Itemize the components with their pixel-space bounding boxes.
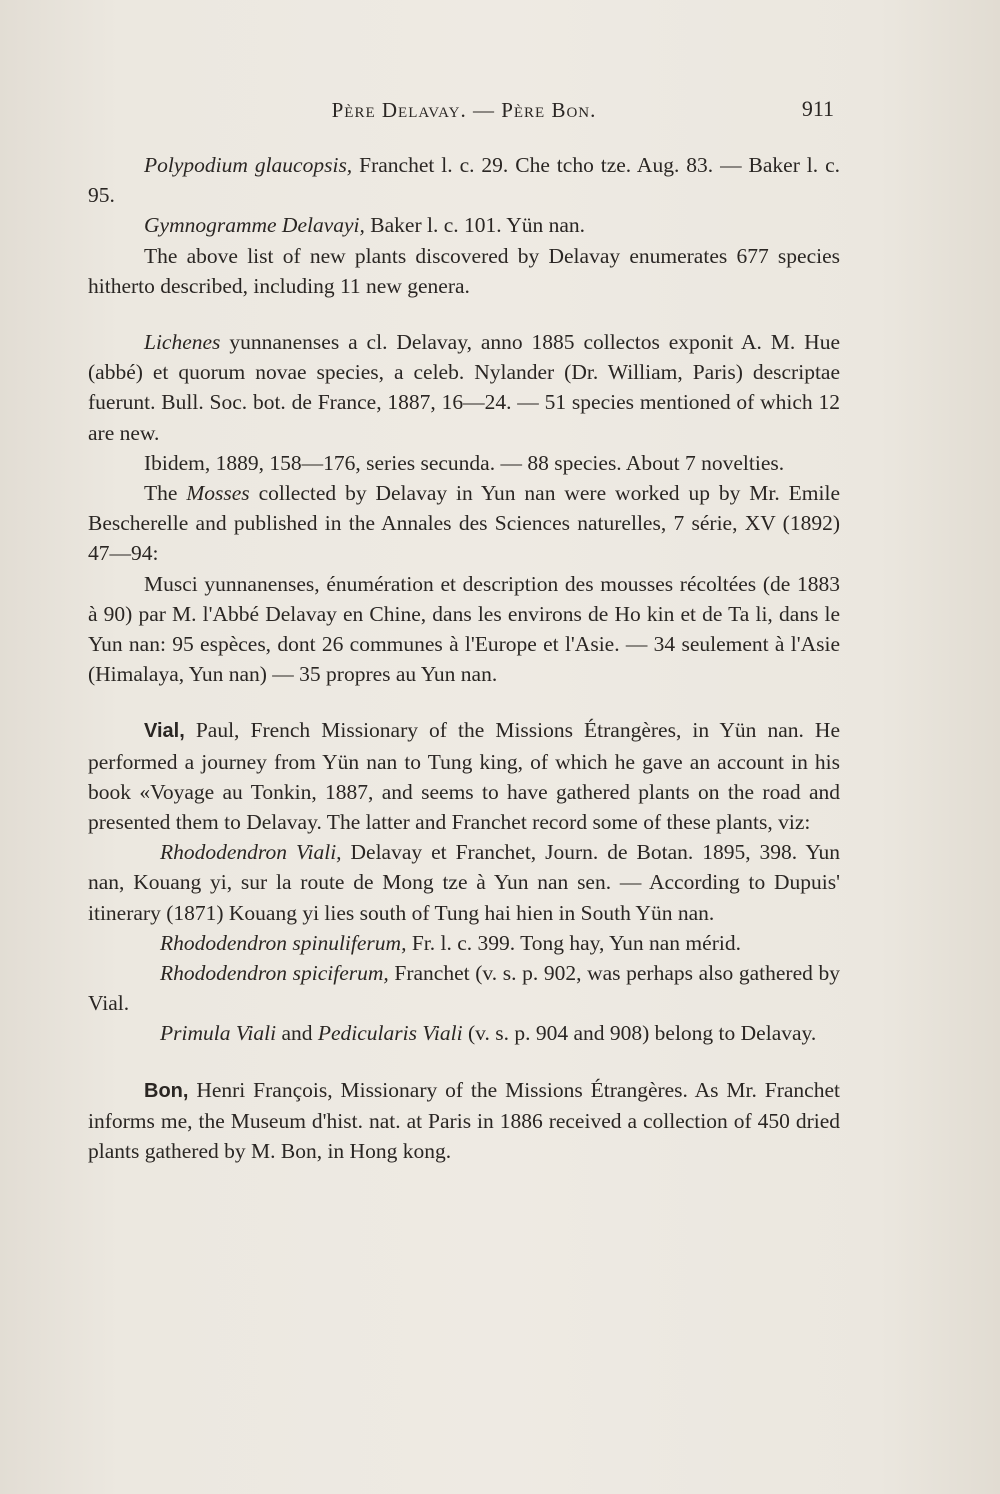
entry-name: Bon, [144,1079,189,1102]
paragraph-musci [88,569,840,690]
paragraph-connector: and [276,1021,318,1046]
paragraph-text: Fr. l. c. 399. Tong hay, Yun nan mérid. [406,930,741,955]
paragraph-mosses [88,478,840,569]
paragraph-text: yunnanenses a cl. Delavay, anno 1885 collectos exponit A. M. Hue (abbé) et quorum novae species, a celeb. Nylander (Dr. William, Paris) descriptae fuerunt. Bull. Soc. bot. de France, 1887, 16—24. — 51 species mentioned of which 12 are new. [88,330,840,445]
paragraph-prefix: The [144,481,187,506]
paragraph-text: Ibidem, 1889, 158—176, series secunda. — 88 species. About 7 novelties. [144,450,785,475]
paragraph-text: Franchet (v. s. p. 902, was perhaps also gathered by Vial. [88,961,841,1016]
page-body [88,150,840,1166]
paragraph-rhododendron-viali [88,837,840,928]
paragraph-text: Franchet l. c. 29. Che tcho tze. Aug. 83. — Baker l. c. 95. [88,153,840,208]
species-name: Primula Viali [160,1021,277,1046]
paragraph-text: The above list of new plants discovered by Delavay enumerates 677 species hitherto described, including 11 new genera. [88,243,840,298]
species-name: Rhododendron spinuliferum, [160,930,407,955]
species-name: Gymnogramme Delavayi, [144,213,365,238]
species-name: Rhododendron spiciferum, [160,961,389,986]
taxon-name: Lichenes [144,330,221,355]
paragraph-text: Paul, French Missionary of the Missions Étrangères, in Yün nan. He performed a journey from Yün nan to Tung king, of which he gave an account in his book «Voyage au Tonkin, 1887, and seems to have gathered plants on the road and presented them to Delavay. The latter and Franchet record some of these plants, viz: [88,718,840,835]
species-name: Rhododendron Viali, [160,840,342,865]
paragraph-text: Baker l. c. 101. Yün nan. [364,213,586,238]
paragraph-summary [88,241,840,301]
paragraph-rhododendron-spinuliferum [88,928,840,958]
paragraph-text: collected by Delavay in Yun nan were worked up by Mr. Emile Bescherelle and published in the Annales des Sciences naturelles, 7 série, XV (1892) 47—94: [88,481,840,566]
paragraph-text: Henri François, Missionary of the Missions Étrangères. As Mr. Franchet informs me, the Museum d'hist. nat. at Paris in 1886 received a collection of 450 dried plants gathered by M. Bon, in Hong kong. [88,1077,840,1164]
paragraph-bon [88,1075,840,1167]
species-name: Pedicularis Viali [317,1021,463,1046]
entry-name: Vial, [144,720,185,743]
paragraph-polypodium [88,150,840,210]
paragraph-lichenes [88,327,840,448]
running-head: Père Delavay. — Père Bon. [331,98,597,122]
paragraph-primula-pedicularis [88,1018,840,1048]
taxon-name: Mosses [186,481,250,506]
paragraph-gymnogramme [88,210,840,240]
paragraph-ibidem [88,448,840,478]
paragraph-rhododendron-spiciferum [88,958,840,1018]
paragraph-text: (v. s. p. 904 and 908) belong to Delavay. [462,1021,817,1046]
page-header [88,92,840,132]
species-name: Polypodium glaucopsis, [144,153,353,177]
paragraph-text: Musci yunnanenses, énumération et description des mousses récoltées (de 1883 à 90) par M. l'Abbé Delavay en Chine, dans les environs de Ho kin et de Ta li, dans le Yun nan: 95 espèces, dont 26 communes à l'Europe et l'Asie. — 34 seulement à l'Asie (Himalaya, Yun nan) — 35 propres au Yun nan. [88,571,840,687]
paragraph-vial [88,715,840,837]
page-number: 911 [801,96,834,121]
paragraph-text: Delavay et Franchet, Journ. de Botan. 1895, 398. Yun nan, Kouang yi, sur la route de Mong tze à Yun nan sen. — According to Dupuis' itinerary (1871) Kouang yi lies south of Tung hai hien in South Yün nan. [88,840,840,925]
